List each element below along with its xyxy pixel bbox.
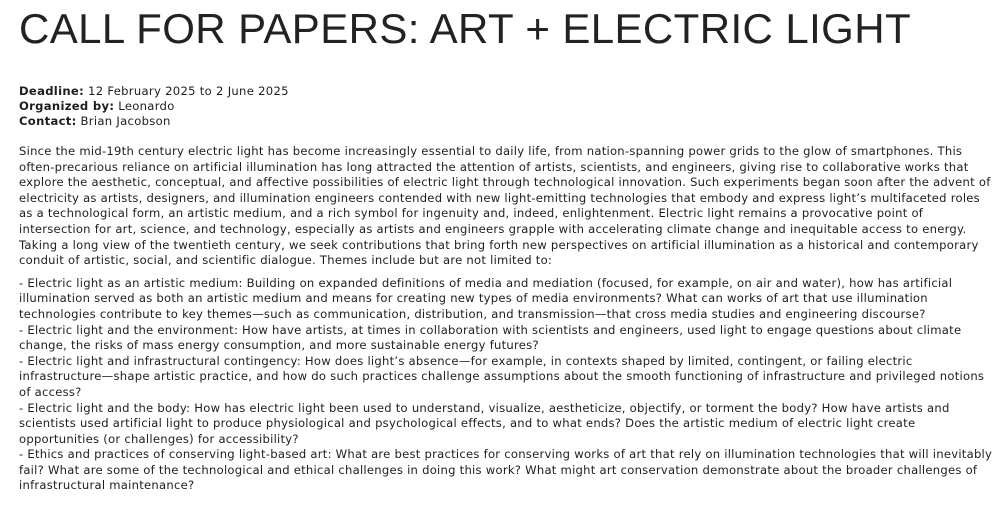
themes-list — [19, 276, 994, 494]
theme-item-environment: - Electric light and the environment: How have artists, at times in collaboration with scientists and engineers, used light to engage questions about climate change, the risks of mass energy consumption, and more sustainable energy futures? — [19, 322, 962, 353]
contact-label: Contact: — [19, 114, 77, 128]
organizer-value: Leonardo — [118, 99, 175, 113]
theme-item-conservation: - Ethics and practices of conserving light-based art: What are best practices for conserving works of art that rely on illumination technologies that will inevitably fail? What are some of the technological and ethical challenges in doing this work? What might art conservation demonstrate about the broader challenges of infrastructural maintenance? — [19, 447, 993, 493]
deadline-value: 12 February 2025 to 2 June 2025 — [88, 84, 289, 98]
deadline-row — [19, 84, 994, 99]
article — [19, 0, 994, 506]
theme-item-infrastructural-contingency: - Electric light and infrastructural contingency: How does light’s absence—for example, in contexts shaped by limited, contingent, or failing electric infrastructure—shape artistic practice, and how do such practices challenge assumptions about the smooth functioning of infrastructure and privileged notions of access? — [19, 353, 985, 399]
contact-value: Brian Jacobson — [80, 114, 171, 128]
page-title: CALL FOR PAPERS: ART + ELECTRIC LIGHT — [19, 5, 912, 52]
meta-block — [19, 84, 994, 129]
organizer-label: Organized by: — [19, 99, 115, 113]
deadline-label: Deadline: — [19, 84, 85, 98]
theme-item-artistic-medium: - Electric light as an artistic medium: Building on expanded definitions of media and mediation (focused, for example, on air and water), how has artificial illumination served as both an artistic medium and means for creating new types of media environments? What can works of art that use illumination technologies contribute to key themes—such as communication, distribution, and transmission—that cross media studies and engineering discourse? — [19, 275, 953, 321]
organizer-row — [19, 99, 994, 114]
contact-row — [19, 114, 994, 129]
theme-item-body: - Electric light and the body: How has electric light been used to understand, visualize, aestheticize, objectify, or torment the body? How have artists and scientists used artificial light to produce physiological and psychological effects, and to what ends? Does the artistic medium of electric light create opportunities (or challenges) for accessibility? — [19, 400, 950, 446]
intro-paragraph: Since the mid-19th century electric light has become increasingly essential to daily life, from nation-spanning power grids to the glow of smartphones. This often-precarious reliance on artificial illumination has long attracted the attention of artists, scientists, and engineers, giving rise to collaborative works that explore the aesthetic, conceptual, and affective possibilities of electric light through technological innovation. Such experiments began soon after the advent of electricity as artists, designers, and illumination engineers contended with new light-emitting technologies that embody and express light’s multifaceted roles as a technological form, an artistic medium, and a rich symbol for ingenuity and, indeed, enlightenment. Electric light remains a provocative point of intersection for art, science, and technology, especially as artists and engineers grapple with accelerating climate change and inequitable access to energy. Taking a long view of the twentieth century, we seek contributions that bring forth new perspectives on artificial illumination as a historical and contemporary conduit of artistic, social, and scientific dialogue. Themes include but are not limited to: — [19, 144, 991, 268]
